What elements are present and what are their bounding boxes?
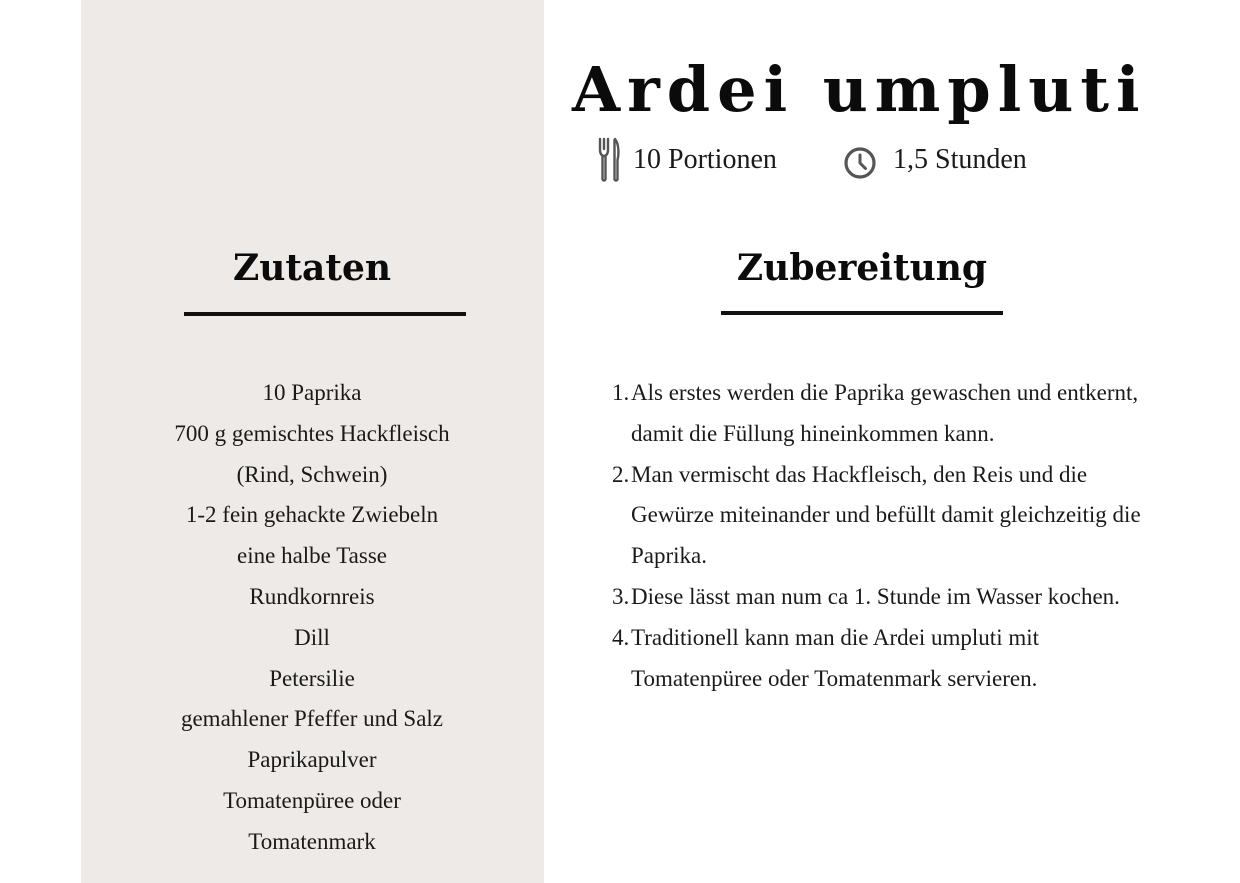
step-number: 4. — [612, 624, 630, 650]
step-text: Diese lässt man num ca 1. Stunde im Wasser kochen. — [631, 583, 1120, 609]
step-number: 2. — [612, 461, 630, 487]
ingredient-item: eine halbe Tasse — [237, 543, 387, 569]
clock-icon — [843, 146, 877, 180]
ingredient-item: Tomatenmark — [248, 828, 376, 854]
ingredient-item: Paprikapulver — [247, 747, 377, 773]
preparation-steps — [598, 373, 1168, 699]
fork-knife-icon — [597, 137, 621, 183]
preparation-heading-underline — [721, 311, 1003, 315]
time-info — [843, 136, 1027, 184]
ingredient-item: 10 Paprika — [262, 380, 362, 405]
ingredients-heading-underline — [184, 312, 466, 316]
step-number: 1. — [612, 380, 630, 405]
step-text: Traditionell kann man die Ardei umpluti mit Tomatenpüree oder Tomatenmark servieren. — [631, 624, 1040, 691]
step-item — [598, 455, 1168, 577]
step-item — [598, 618, 1168, 700]
ingredients-list — [142, 373, 482, 863]
servings-text: 10 Portionen — [633, 144, 777, 175]
step-text: Als erstes werden die Paprika gewaschen und entkernt, damit die Füllung hineinkommen kann. — [631, 380, 1139, 446]
step-text: Man vermischt das Hackfleisch, den Reis und die Gewürze miteinander und befüllt damit gleichzeitig die Paprika. — [631, 461, 1141, 569]
recipe-title: Ardei umpluti — [572, 53, 1147, 126]
ingredient-item: Rundkornreis — [249, 583, 375, 609]
ingredient-item: gemahlener Pfeffer und Salz — [180, 706, 444, 732]
preparation-heading: Zubereitung — [736, 247, 988, 289]
ingredient-item: (Rind, Schwein) — [236, 461, 388, 487]
servings-info — [597, 136, 777, 184]
step-item — [598, 577, 1168, 618]
ingredient-item: 1-2 fein gehackte Zwiebeln — [185, 502, 439, 528]
ingredients-heading: Zutaten — [232, 247, 392, 289]
ingredient-item: Petersilie — [269, 665, 355, 691]
step-item — [598, 373, 1168, 455]
step-number: 3. — [612, 583, 630, 609]
ingredient-item: 700 g gemischtes Hackfleisch — [174, 420, 450, 446]
time-text: 1,5 Stunden — [893, 144, 1027, 175]
ingredient-item: Dill — [294, 624, 330, 650]
ingredient-item: Tomatenpüree oder — [223, 787, 401, 813]
